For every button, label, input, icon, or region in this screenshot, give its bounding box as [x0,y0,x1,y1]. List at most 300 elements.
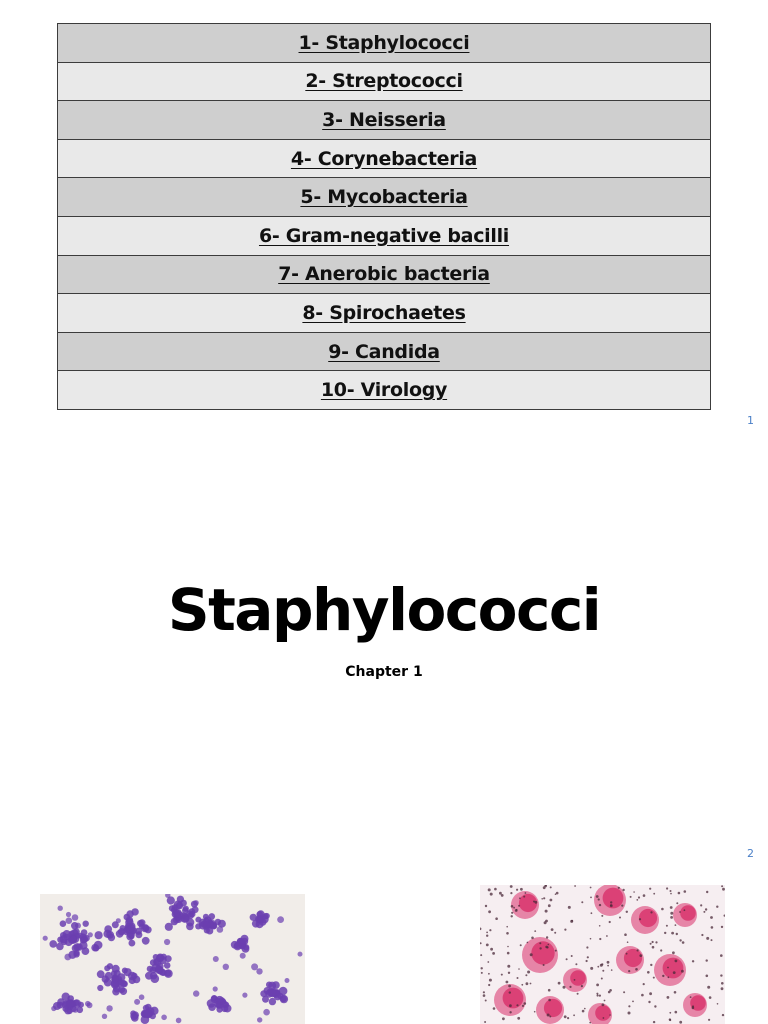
cell-dot [601,963,603,965]
cell-dot [488,973,490,975]
cell-dot [609,1014,611,1016]
cell-dot [531,941,554,964]
contents-row [58,62,711,101]
cell-dot [664,932,666,934]
cell-dot [621,905,623,907]
contents-row [58,371,711,410]
cell-dot [711,939,713,941]
cell-dot [639,954,642,957]
contents-table [57,23,711,410]
cell-dot [596,993,598,995]
cell-dot [672,951,675,954]
cell-dot [554,932,556,934]
cell-dot [58,906,63,911]
cell-dot [511,905,514,908]
cell-dot [490,893,493,896]
cell-dot [639,918,641,920]
cell-dot [674,991,677,994]
contents-row [58,332,711,371]
cell-dot [182,913,189,920]
cell-dot [721,982,724,985]
contents-item: 9- Candida [328,340,440,363]
cell-dot [720,974,722,976]
cell-dot [522,1005,524,1007]
cell-dot [676,933,678,935]
cell-dot [650,911,652,913]
cell-dot [571,955,573,957]
cell-dot [534,930,536,932]
cell-dot [87,1002,93,1008]
cell-dot [675,924,677,926]
cell-dot [596,984,599,987]
cell-dot [519,897,521,899]
cell-dot [485,905,487,907]
cell-dot [240,953,246,959]
cell-dot [263,1009,270,1016]
cell-dot [509,991,511,993]
cell-dot [652,946,655,949]
cell-dot [599,938,601,940]
contents-cell [58,62,711,101]
cell-dot [555,950,557,952]
cell-dot [506,981,509,984]
cell-dot [706,975,709,978]
cell-dot [716,906,718,908]
cell-dot [257,1017,262,1022]
cell-dot [262,996,269,1003]
cell-dot [508,985,511,988]
cell-dot [269,998,276,1005]
cell-dot [647,971,650,974]
cell-dot [722,1014,724,1016]
cell-dot [520,944,522,946]
cell-dot [73,1007,78,1012]
cell-dot [721,926,723,928]
cell-dot [142,937,150,945]
cell-dot [221,1005,228,1012]
cell-dot [556,892,559,895]
cell-dot [164,939,170,945]
cell-dot [116,930,124,938]
cell-dot [606,935,608,937]
contents-item: 10- Virology [320,379,448,402]
cell-dot [570,920,573,923]
contents-cell [58,101,711,140]
cell-dot [64,954,71,961]
cell-dot [186,923,194,931]
cell-dot [599,995,601,997]
cell-dot [669,1012,671,1014]
gram-stain-micrograph [40,894,305,1024]
cell-dot [268,982,276,990]
cell-dot [636,899,638,901]
cell-dot [150,959,157,966]
cell-dot [667,967,669,969]
cell-dot [193,900,199,906]
cell-dot [679,911,681,913]
cell-dot [189,911,195,917]
cell-dot [602,970,604,972]
cell-dot [581,901,583,903]
cell-dot [649,888,651,890]
cell-dot [619,917,621,919]
cell-dot [599,925,601,927]
cell-dot [49,940,57,948]
cell-dot [499,892,502,895]
cell-dot [147,966,153,972]
cell-dot [526,982,529,985]
cell-dot [511,915,513,917]
cell-dot [675,960,678,963]
cell-dot [527,942,529,944]
cell-dot [503,988,524,1009]
cell-dot [582,1010,585,1013]
cell-dot [494,888,497,891]
cell-dot [173,917,180,924]
cell-dot [93,945,100,952]
cell-dot [649,992,652,995]
cell-dot [548,989,551,992]
cell-dot [575,963,577,965]
cell-dot [690,996,692,998]
contents-cell [58,216,711,255]
cell-dot [608,991,611,994]
cell-dot [637,949,639,951]
cell-dot [638,896,640,898]
cell-dot [501,974,503,976]
cell-dot [489,929,491,931]
cell-dot [480,954,482,956]
cell-dot [277,916,284,923]
cell-dot [574,979,576,981]
contents-item: 3- Neisseria [322,108,446,131]
cell-dot [481,972,483,974]
cell-dot [624,933,627,936]
cell-dot [570,970,586,986]
cell-dot [172,904,178,910]
cell-dot [516,1004,518,1006]
cell-dot [574,885,576,887]
cell-dot [544,921,547,924]
cell-dot [660,949,662,951]
cell-dot [564,929,566,931]
cell-dot [545,946,548,949]
cell-dot [488,984,490,986]
cell-dot [486,935,488,937]
cell-dot [643,983,645,985]
cell-dot [72,914,79,921]
cell-dot [61,939,68,946]
cell-dot [516,889,518,891]
cell-dot [144,1009,152,1017]
cell-dot [650,964,652,966]
cell-dot [489,979,492,982]
cell-dot [701,934,703,936]
cell-dot [134,999,140,1005]
cell-dot [126,910,133,917]
cell-dot [153,954,159,960]
cell-dot [525,974,527,976]
cell-dot [43,936,48,941]
cell-dot [543,897,545,899]
cell-dot [513,907,515,909]
cell-dot [711,926,714,929]
contents-row [58,178,711,217]
cell-dot [129,924,136,931]
cell-dot [670,912,673,915]
cell-dot [488,910,491,913]
cell-dot [502,1017,505,1020]
cocci-clusters-graphic [40,894,305,1024]
cell-dot [610,901,612,903]
cell-dot [517,1017,520,1020]
cell-dot [602,1003,605,1006]
cell-dot [490,948,493,951]
cell-dot [633,891,635,893]
cell-dot [601,915,603,917]
cell-dot [653,893,655,895]
cell-dot [545,910,548,913]
cell-dot [165,923,173,931]
cell-dot [708,1019,710,1021]
cell-dot [669,1019,671,1021]
cell-dot [707,986,710,989]
cell-dot [495,917,498,920]
cell-dot [684,890,687,893]
cell-dot [112,976,119,983]
contents-row [58,101,711,140]
contents-item: 4- Corynebacteria [290,147,478,170]
cell-dot [523,896,525,898]
cell-dot [507,965,510,968]
cell-dot [628,1012,631,1015]
cell-dot [563,986,566,989]
cell-dot [256,915,264,923]
cell-dot [501,894,504,897]
smear-micrograph [480,885,725,1024]
cell-dot [534,1011,536,1013]
cell-dot [550,886,552,888]
cell-dot [206,927,213,934]
cell-dot [678,892,681,895]
cell-dot [208,1003,216,1011]
cell-dot [521,984,523,986]
cell-dot [131,1014,139,1022]
cell-dot [177,896,184,903]
contents-item: 5- Mycobacteria [300,186,468,209]
cell-dot [481,967,483,969]
cell-dot [635,968,638,971]
cell-dot [721,885,723,887]
cell-dot [547,1014,550,1017]
cell-dot [679,1021,682,1024]
cell-dot [161,1015,167,1021]
cell-dot [509,1011,511,1013]
cell-dot [104,965,110,971]
cell-dot [483,991,485,993]
cell-dot [655,941,657,943]
cell-dot [492,952,495,955]
cell-dot [156,966,162,972]
cell-dot [539,947,541,949]
cell-dot [88,932,93,937]
cell-dot [597,994,599,996]
cell-dot [483,994,486,997]
contents-row [58,255,711,294]
cell-dot [139,994,145,1000]
cell-dot [209,920,216,927]
cell-dot [73,943,81,951]
cell-dot [564,1015,567,1018]
cell-dot [586,960,588,962]
contents-item: 2- Streptococci [305,70,463,93]
cell-dot [66,912,71,917]
cell-dot [531,937,534,940]
contents-item: 7- Anerobic bacteria [278,263,490,286]
contents-cell [58,371,711,410]
cell-dot [108,934,115,941]
cell-dot [548,944,550,946]
cell-dot [721,987,724,990]
cell-dot [569,986,571,988]
cell-dot [549,1016,551,1018]
cell-dot [82,947,90,955]
cell-dot [129,940,136,947]
cell-dot [122,968,128,974]
cell-dot [624,949,642,967]
cell-dot [487,961,489,963]
cell-dot [607,961,610,964]
contents-cell [58,294,711,333]
chapter-title: Staphylococci [167,576,601,644]
cell-dot [626,953,628,955]
contents-item: 1- Staphylococci [298,31,470,54]
cell-dot [590,897,592,899]
cell-dot [573,1014,575,1016]
cell-dot [280,995,288,1003]
cell-dot [627,941,629,943]
cell-dot [710,916,713,919]
cell-dot [630,896,632,898]
cell-dot [587,956,589,958]
cell-dot [506,932,509,935]
cell-dot [285,978,290,983]
cell-dot [680,905,696,921]
cell-dot [596,895,599,898]
cell-dot [648,1001,650,1003]
cell-dot [622,889,624,891]
cell-dot [139,919,146,926]
cell-dot [628,1005,630,1007]
cell-dot [668,976,670,978]
cell-dot [116,918,121,923]
cell-dot [709,996,712,999]
cell-dot [524,1002,527,1005]
cell-dot [662,975,664,977]
cell-dot [705,908,707,910]
contents-cell [58,178,711,217]
contents-row [58,139,711,178]
cell-dot [670,906,673,909]
cell-dot [550,899,553,902]
page-number: 2 [747,847,754,860]
cell-dot [661,908,664,911]
cell-dot [628,970,630,972]
cell-dot [551,928,554,931]
cell-dot [543,964,545,966]
cell-dot [518,905,520,907]
cell-dot [480,928,481,931]
cell-dot [530,983,532,985]
cell-dot [706,959,708,961]
cell-dot [104,979,112,987]
cell-dot [717,1003,719,1005]
cell-dot [527,971,530,974]
cell-dot [643,894,646,897]
cell-dot [223,964,229,970]
cell-dot [666,925,668,927]
cell-dot [62,993,70,1001]
cell-dot [548,904,551,907]
cell-dot [507,952,510,955]
contents-cell [58,255,711,294]
cell-dot [511,912,513,914]
cell-dot [546,936,548,938]
cell-dot [541,898,543,900]
chapter-subtitle: Chapter 1 [345,664,423,680]
cell-dot [598,898,600,900]
cell-dot [145,972,153,980]
cell-dot [653,1021,655,1023]
cell-dot [485,1000,487,1002]
cell-dot [566,958,568,960]
cell-dot [581,985,583,987]
cell-dot [70,936,77,943]
cell-dot [652,941,654,943]
contents-item: 6- Gram-negative bacilli [258,224,510,247]
cell-dot [530,953,533,956]
cell-dot [611,969,613,971]
cell-dot [679,939,681,941]
cell-dot [675,1011,678,1014]
cell-dot [256,968,262,974]
cell-dot [670,890,672,892]
cell-dot [506,926,508,928]
cell-dot [590,938,592,940]
cell-dot [626,911,628,913]
cell-dot [486,932,488,934]
cell-dot [298,952,303,957]
cell-dot [590,967,593,970]
cell-dot [535,901,538,904]
cell-dot [653,977,655,979]
cell-dot [60,920,67,927]
cell-dot [105,972,113,980]
cell-dot [667,996,670,999]
contents-cell [58,24,711,63]
cell-dot [213,986,218,991]
cell-dot [703,911,705,913]
cell-dot [603,1017,605,1019]
cell-dot [706,937,709,940]
cell-dot [682,941,685,944]
cell-dot [666,887,668,889]
cell-dot [239,944,245,950]
cell-dot [269,988,276,995]
cell-dot [164,969,173,978]
cell-dot [597,966,599,968]
cell-dot [525,892,527,894]
